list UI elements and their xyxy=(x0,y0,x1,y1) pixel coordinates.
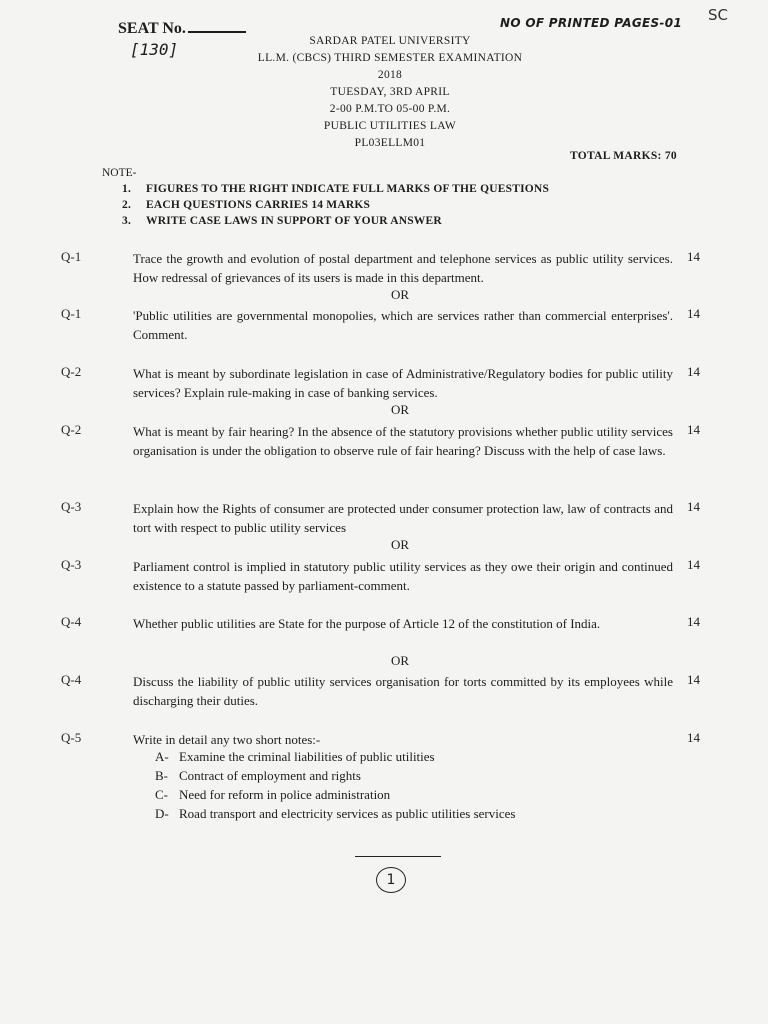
note-item: 3. WRITE CASE LAWS IN SUPPORT OF YOUR ANSWER xyxy=(122,215,442,227)
question-number: Q-4 xyxy=(61,672,82,687)
subject-code: PL03ELLM01 xyxy=(354,137,426,149)
question-number: Q-2 xyxy=(61,364,82,379)
or-separator: OR xyxy=(390,402,410,417)
question-text: What is meant by subordinate legislation in case of Administrative/Regulatory bodies for public utility services? Explain rule-making in case of banking services. xyxy=(133,366,673,400)
question-number: Q-5 xyxy=(61,730,82,745)
question-text: Parliament control is implied in statutory public utility services as they owe their origin and continued existence to a statute passed by parliament-comment. xyxy=(133,559,673,593)
subject-name: PUBLIC UTILITIES LAW xyxy=(323,120,457,132)
note-item: 2. EACH QUESTIONS CARRIES 14 MARKS xyxy=(122,199,371,211)
question-number: Q-4 xyxy=(61,614,82,629)
question-marks: 14 xyxy=(687,614,700,629)
question-text: 'Public utilities are governmental monopolies, which are services rather than commercial enterprises'. Comment. xyxy=(133,308,673,342)
question-marks: 14 xyxy=(687,249,700,264)
or-separator: OR xyxy=(390,537,410,552)
short-note-item: C- Need for reform in police administration xyxy=(155,787,391,802)
question-marks: 14 xyxy=(687,672,700,687)
corner-mark: SC xyxy=(708,6,728,24)
question-number: Q-1 xyxy=(61,306,82,321)
question-text: Write in detail any two short notes:- xyxy=(133,732,321,747)
question-marks: 14 xyxy=(687,499,700,514)
question-number: Q-3 xyxy=(61,499,82,514)
page-number: 1 xyxy=(376,867,406,893)
question-number: Q-3 xyxy=(61,557,82,572)
exam-title: LL.M. (CBCS) THIRD SEMESTER EXAMINATION xyxy=(257,52,523,64)
seat-number-handwritten: [130] xyxy=(130,40,179,59)
question-marks: 14 xyxy=(687,730,700,745)
short-note-item: D- Road transport and electricity services as public utilities services xyxy=(155,806,516,821)
exam-date: TUESDAY, 3RD APRIL xyxy=(330,86,450,98)
question-marks: 14 xyxy=(687,422,700,437)
question-text: Explain how the Rights of consumer are protected under consumer protection law, law of contracts and tort with respect to public utility services xyxy=(133,501,673,535)
university-name: SARDAR PATEL UNIVERSITY xyxy=(309,35,471,47)
seat-number-label: SEAT No. xyxy=(118,20,246,38)
question-text: What is meant by fair hearing? In the absence of the statutory provisions whether public utility services organisation is under the obligation to observe rule of fair hearing? Discuss with the help of case laws. xyxy=(133,424,673,458)
printed-pages-label: NO OF PRINTED PAGES-01 xyxy=(500,16,683,30)
question-marks: 14 xyxy=(687,364,700,379)
question-number: Q-1 xyxy=(61,249,82,264)
or-separator: OR xyxy=(390,653,410,668)
exam-year: 2018 xyxy=(377,69,403,81)
question-text: Whether public utilities are State for the purpose of Article 12 of the constitution of India. xyxy=(133,616,601,631)
end-rule xyxy=(355,856,441,857)
note-item: 1. FIGURES TO THE RIGHT INDICATE FULL MARKS OF THE QUESTIONS xyxy=(122,183,550,195)
question-number: Q-2 xyxy=(61,422,82,437)
total-marks: TOTAL MARKS: 70 xyxy=(570,150,677,162)
short-note-item: B- Contract of employment and rights xyxy=(155,768,361,783)
question-marks: 14 xyxy=(687,306,700,321)
or-separator: OR xyxy=(390,287,410,302)
exam-time: 2-00 P.M.TO 05-00 P.M. xyxy=(329,103,451,115)
short-note-item: A- Examine the criminal liabilities of public utilities xyxy=(155,749,435,764)
question-text: Trace the growth and evolution of postal department and telephone services as public utility services. How redressal of grievances of its users is made in this department. xyxy=(133,251,673,285)
question-marks: 14 xyxy=(687,557,700,572)
note-label: NOTE- xyxy=(102,167,137,179)
question-text: Discuss the liability of public utility services organisation for torts committed by its employees while discharging their duties. xyxy=(133,674,673,708)
